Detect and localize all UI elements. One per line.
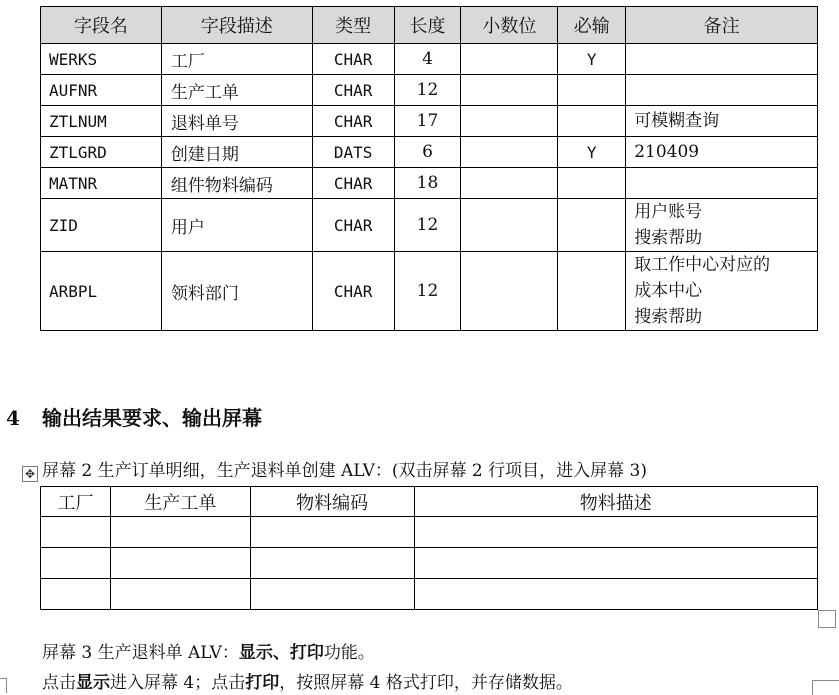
note-line: 成本中心: [634, 281, 703, 301]
field-definition-table: [40, 6, 818, 331]
field-length-cell: 18: [394, 168, 461, 199]
field-required-cell: Y: [558, 44, 626, 75]
alv-empty-cell: [250, 579, 414, 610]
field-desc-cell: 用户: [161, 199, 312, 252]
field-name-cell: MATNR: [41, 168, 162, 199]
field-table-row: [41, 168, 818, 199]
field-note-cell: [626, 199, 818, 252]
field-type-cell: CHAR: [312, 199, 394, 252]
alv-empty-row: [41, 548, 818, 579]
field-table-row: [41, 44, 818, 75]
field-note-cell: [626, 75, 818, 106]
note-line: 搜索帮助: [634, 228, 703, 248]
field-name-cell: WERKS: [41, 44, 162, 75]
section-number: 4: [6, 406, 20, 430]
header-note: 备注: [626, 7, 818, 44]
section-title: 输出结果要求、输出屏幕: [42, 406, 262, 430]
alv-empty-row: [41, 517, 818, 548]
field-desc-cell: 工厂: [161, 44, 312, 75]
field-table-header-row: [41, 7, 818, 44]
field-length-cell: 17: [394, 106, 461, 137]
click-instruction-paragraph: [42, 668, 573, 693]
alv-empty-cell: [250, 548, 414, 579]
field-length-cell: 12: [394, 252, 461, 331]
alv-empty-cell: [41, 548, 111, 579]
field-name-cell: ZID: [41, 199, 162, 252]
field-required-cell: [558, 106, 626, 137]
field-note-cell: [626, 252, 818, 331]
para2-bold-display: 显示: [76, 673, 110, 693]
field-note-cell: [626, 106, 818, 137]
field-required-cell: [558, 252, 626, 331]
alv-empty-cell: [110, 579, 250, 610]
header-length: 长度: [394, 7, 461, 44]
field-type-cell: CHAR: [312, 44, 394, 75]
alv-header-material: 物料编码: [250, 487, 414, 517]
field-desc-cell: 生产工单: [161, 75, 312, 106]
field-name-cell: ZTLNUM: [41, 106, 162, 137]
alv-empty-cell: [41, 517, 111, 548]
note-line: 取工作中心对应的: [634, 255, 771, 275]
table-resize-handle[interactable]: [818, 610, 836, 628]
note-line: 用户账号: [634, 202, 703, 222]
field-decimals-cell: [461, 75, 558, 106]
field-type-cell: CHAR: [312, 75, 394, 106]
page-margin-mark-right: [812, 680, 839, 695]
table-move-handle-icon[interactable]: ✥: [22, 466, 38, 482]
screen2-caption: 屏幕 2 生产订单明细，生产退料单创建 ALV：(双击屏幕 2 行项目，进入屏幕 3): [42, 461, 647, 481]
para2-bold-print: 打印: [245, 673, 280, 693]
alv-empty-cell: [250, 517, 414, 548]
field-note-cell: [626, 44, 818, 75]
note-line: 可模糊查询: [634, 111, 720, 131]
field-desc-cell: 领料部门: [161, 252, 312, 331]
field-desc-cell: 组件物料编码: [161, 168, 312, 199]
header-decimals: 小数位: [461, 7, 558, 44]
field-name-cell: ZTLGRD: [41, 137, 162, 168]
header-type: 类型: [312, 7, 394, 44]
field-required-cell: Y: [558, 137, 626, 168]
field-decimals-cell: [461, 168, 558, 199]
note-line: 210409: [634, 142, 700, 162]
field-desc-cell: 创建日期: [161, 137, 312, 168]
header-field-desc: 字段描述: [161, 7, 312, 44]
para1-prefix: 屏幕 3 生产退料单 ALV：: [42, 643, 239, 663]
para2-part3: ，按照屏幕 4 格式打印，并存储数据。: [279, 673, 573, 693]
field-required-cell: [558, 199, 626, 252]
field-table-row: [41, 199, 818, 252]
field-decimals-cell: [461, 44, 558, 75]
field-type-cell: CHAR: [312, 168, 394, 199]
alv-empty-cell: [414, 517, 817, 548]
alv-empty-cell: [41, 579, 111, 610]
field-decimals-cell: [461, 137, 558, 168]
section-heading: [6, 402, 262, 431]
field-length-cell: 4: [394, 44, 461, 75]
field-type-cell: DATS: [312, 137, 394, 168]
field-table-row: [41, 252, 818, 331]
header-required: 必输: [558, 7, 626, 44]
alv-empty-cell: [414, 548, 817, 579]
alv-empty-row: [41, 579, 818, 610]
alv-empty-cell: [110, 548, 250, 579]
note-line: 搜索帮助: [634, 307, 703, 327]
field-note-cell: [626, 168, 818, 199]
para2-part1: 点击: [42, 673, 76, 693]
field-type-cell: CHAR: [312, 252, 394, 331]
alv-header-row: [41, 487, 818, 517]
field-required-cell: [558, 168, 626, 199]
alv-empty-cell: [414, 579, 817, 610]
field-decimals-cell: [461, 199, 558, 252]
field-table-row: [41, 137, 818, 168]
field-table-row: [41, 75, 818, 106]
alv-header-plant: 工厂: [41, 487, 111, 517]
para1-suffix: 功能。: [323, 643, 375, 663]
alv-empty-cell: [110, 517, 250, 548]
field-name-cell: AUFNR: [41, 75, 162, 106]
page-margin-mark-left: [0, 678, 7, 693]
field-length-cell: 12: [394, 75, 461, 106]
field-length-cell: 6: [394, 137, 461, 168]
field-decimals-cell: [461, 252, 558, 331]
field-length-cell: 12: [394, 199, 461, 252]
header-field-name: 字段名: [41, 7, 162, 44]
screen3-paragraph: [42, 638, 375, 663]
alv-layout-table: [40, 486, 818, 610]
field-note-cell: [626, 137, 818, 168]
field-type-cell: CHAR: [312, 106, 394, 137]
field-desc-cell: 退料单号: [161, 106, 312, 137]
field-name-cell: ARBPL: [41, 252, 162, 331]
field-required-cell: [558, 75, 626, 106]
para1-bold: 显示、打印: [238, 643, 324, 663]
para2-part2: 进入屏幕 4；点击: [110, 673, 246, 693]
alv-header-order: 生产工单: [110, 487, 250, 517]
alv-header-material-desc: 物料描述: [414, 487, 817, 517]
field-table-row: [41, 106, 818, 137]
field-decimals-cell: [461, 106, 558, 137]
